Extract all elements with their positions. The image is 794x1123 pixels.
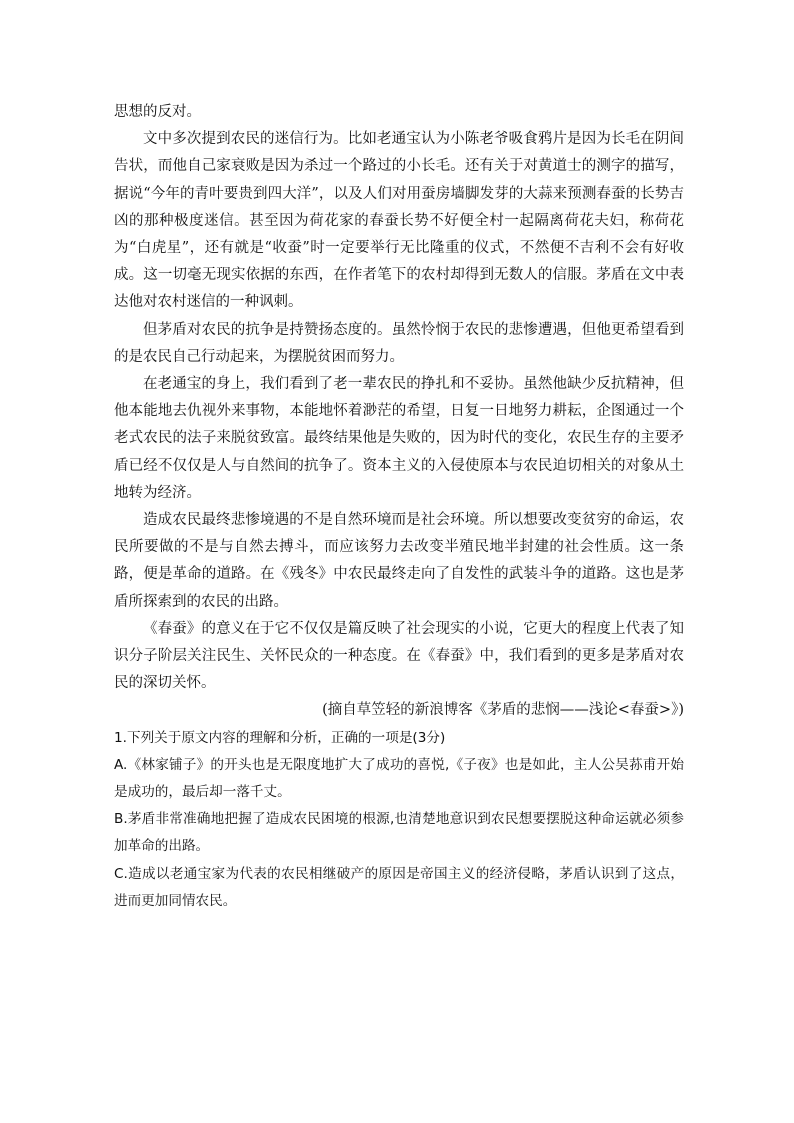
question-stem: 1.下列关于原文内容的理解和分析，正确的一项是(3分) xyxy=(114,729,446,746)
paragraph-lao-tongbao: 在老通宝的身上，我们看到了老一辈农民的挣扎和不妥协。虽然他缺少反抗精神，但他本能地去仇视外来事物，本能地怀着渺茫的希望，日复一日地努力耕耘，企图通过一个老式农民的法子来脱贫致富。最终结果他是失败的，因为时代的变化，农民生存的主要矛盾已经不仅仅是人与自然间的抗争了。资本主义的入侵使原本与农民迫切相关的对象从土地转为经济。 xyxy=(114,376,684,501)
question-option-b: B.茅盾非常准确地把握了造成农民困境的根源,也清楚地意识到农民想要摆脱这种命运就必须参加革命的出路。 xyxy=(114,811,684,855)
article-source: (摘自草笠轻的新浪博客《茅盾的悲悯——浅论<春蚕>》) xyxy=(322,702,684,719)
paragraph-social-environment: 造成农民最终悲惨境遇的不是自然环境而是社会环境。所以想要改变贫穷的命运，农民所要做的不是与自然去搏斗，而应该努力去改变半殖民地半封建的社会性质。这一条路，便是革命的道路。在《残冬》中农民最终走向了自发性的武装斗争的道路。这也是茅盾所探索到的农民的出路。 xyxy=(114,512,684,610)
paragraph-struggle: 但茅盾对农民的抗争是持赞扬态度的。虽然怜悯于农民的悲惨遭遇，但他更希望看到的是农民自己行动起来，为摆脱贫困而努力。 xyxy=(114,321,684,365)
question-option-a: A.《林家铺子》的开头也是无限度地扩大了成功的喜悦,《子夜》也是如此，主人公吴荪甫开始是成功的，最后却一落千丈。 xyxy=(114,756,684,801)
question-option-c: C.造成以老通宝家为代表的农民相继破产的原因是帝国主义的经济侵略，茅盾认识到了这点，进而更加同情农民。 xyxy=(114,865,684,909)
paragraph-superstition: 文中多次提到农民的迷信行为。比如老通宝认为小陈老爷吸食鸦片是因为长毛在阴间告状，而他自己家衰败是因为杀过一个路过的小长毛。还有关于对黄道士的测字的描写，据说“今年的青叶要贵到四大洋”，以及人们对用蚕房墙脚发芽的大蒜来预测春蚕的长势吉凶的那种极度迷信。甚至因为荷花家的春蚕长势不好便全村一起隔离荷花夫妇，称荷花为“白虎星”，还有就是“收蚕”时一定要举行无比隆重的仪式，不然便不吉利不会有好收成。这一切毫无现实依据的东西，在作者笔下的农村却得到无数人的信服。茅盾在文中表达他对农村迷信的一种讽刺。 xyxy=(114,131,684,311)
paragraph-significance: 《春蚕》的意义在于它不仅仅是篇反映了社会现实的小说，它更大的程度上代表了知识分子阶层关注民生、关怀民众的一种态度。在《春蚕》中，我们看到的更多是茅盾对农民的深切关怀。 xyxy=(114,620,684,692)
document-body xyxy=(114,99,684,915)
paragraph-continuation: 思想的反对。 xyxy=(114,104,201,120)
